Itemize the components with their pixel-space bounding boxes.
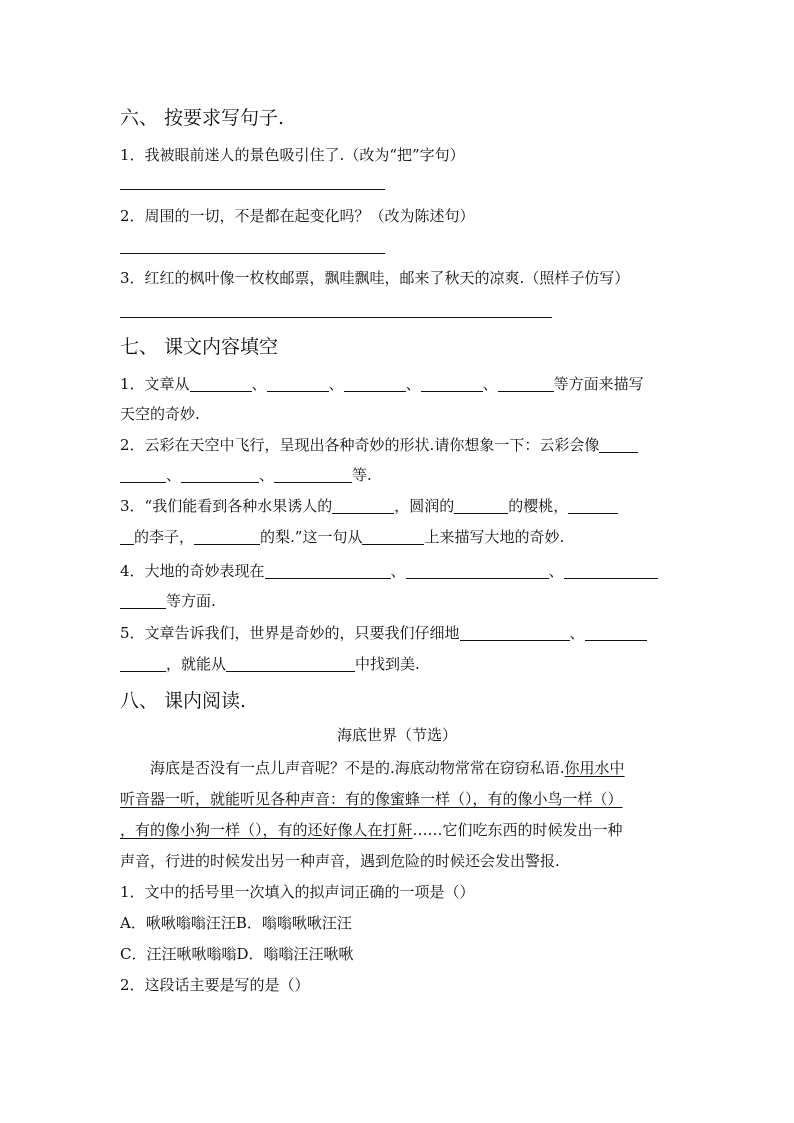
question-7-3-cont: [120, 527, 564, 547]
question-7-4-cont: [120, 591, 216, 611]
blank[interactable]: [267, 375, 329, 392]
passage-title: 海底世界（节选）: [336, 726, 457, 744]
passage-line-2: 听音器一听，就能听见各种声音：有的像蜜蜂一样（），有的像小鸟一样（）: [120, 790, 623, 808]
question-7-5: 5．文章告诉我们，世界是奇妙的，只要我们仔细地 、: [120, 623, 647, 643]
blank[interactable]: [120, 466, 166, 483]
option-a-b[interactable]: A．啾啾嗡嗡汪汪B．嗡嗡啾啾汪汪: [120, 914, 352, 932]
blank[interactable]: [568, 497, 618, 514]
question-6-3: 3．红红的枫叶像一枚枚邮票，飘哇飘哇，邮来了秋天的凉爽.（照样子仿写）: [120, 269, 630, 287]
section-eight-heading: 八、 课内阅读.: [120, 690, 247, 712]
passage-underlined-1: 你用水中: [564, 759, 625, 777]
q7-3-text-d: 的李子，: [134, 528, 195, 546]
q7-2-text-b: 等.: [352, 466, 372, 484]
blank[interactable]: [460, 624, 570, 641]
q7-5-text-a: 5．文章告诉我们，世界是奇妙的，只要我们仔细地: [120, 624, 460, 642]
passage-line-4: 声音，行进的时候发出另一种声音，遇到危险的时候还会发出警报.: [120, 852, 560, 870]
question-6-2: 2．周围的一切，不是都在起变化吗？（改为陈述句）: [120, 207, 475, 225]
q7-3-text-b: ，圆润的: [394, 497, 455, 515]
blank[interactable]: [406, 562, 549, 579]
blank[interactable]: [599, 436, 638, 453]
section-six-heading: 六、 按要求写句子.: [120, 107, 285, 129]
passage-line-1-a: 海底是否没有一点儿声音呢？不是的.海底动物常常在窃窃私语.: [150, 759, 565, 777]
blank[interactable]: [332, 497, 394, 514]
answer-line-6-3[interactable]: [120, 317, 552, 318]
question-7-3: [120, 496, 618, 516]
question-7-5-cont: [120, 654, 420, 674]
question-8-2: 2．这段话主要是写的是（）: [120, 976, 310, 994]
blank[interactable]: [498, 375, 554, 392]
blank[interactable]: [120, 655, 166, 672]
question-7-2-cont: 、 、 等.: [120, 465, 372, 485]
question-6-1: 1．我被眼前迷人的景色吸引住了.（改为“把”字句）: [120, 146, 465, 164]
blank[interactable]: [194, 528, 260, 545]
question-7-2: [120, 435, 638, 455]
q7-5-text-b: ，就能从: [166, 655, 227, 673]
passage-line-1: [150, 758, 625, 778]
blank[interactable]: [454, 497, 508, 514]
blank[interactable]: [344, 375, 406, 392]
section-seven-heading: 七、 课文内容填空: [120, 336, 279, 358]
q7-1-text-b: 等方面来描写: [553, 375, 644, 393]
answer-line-6-2[interactable]: [120, 253, 385, 254]
question-8-1: 1．文中的括号里一次填入的拟声词正确的一项是（）: [120, 883, 475, 901]
blank[interactable]: [226, 655, 355, 672]
answer-line-6-1[interactable]: [120, 189, 385, 190]
question-7-4: 4．大地的奇妙表现在 、 、: [120, 561, 658, 581]
option-c-d[interactable]: C．汪汪啾啾嗡嗡D．嗡嗡汪汪啾啾: [120, 945, 354, 963]
blank[interactable]: [585, 624, 647, 641]
question-7-1-cont: 天空的奇妙.: [120, 405, 200, 423]
passage-line-3: [120, 820, 623, 840]
passage-line-3-b: ……它们吃东西的时候发出一种: [412, 821, 623, 839]
blank[interactable]: [190, 375, 252, 392]
q7-2-text-a: 2．云彩在天空中飞行，呈现出各种奇妙的形状.请你想象一下：云彩会像: [120, 436, 600, 454]
blank[interactable]: [274, 466, 352, 483]
passage-underlined-3: ，有的像小狗一样（），有的还好像人在打鼾: [120, 821, 413, 839]
question-7-1: 1．文章从 、 、 、 、 等方面来描写: [120, 375, 644, 393]
q7-3-text-c: 的樱桃，: [508, 497, 569, 515]
blank[interactable]: [120, 528, 134, 545]
q7-1-text-a: 1．文章从: [120, 375, 190, 393]
q7-3-text-e: 的梨.”这一句从: [260, 528, 363, 546]
q7-3-text-a: 3．“我们能看到各种水果诱人的: [120, 497, 333, 515]
blank[interactable]: [421, 375, 483, 392]
q7-4-text-b: 等方面.: [166, 592, 216, 610]
q7-3-text-f: 上来描写大地的奇妙.: [424, 528, 565, 546]
blank[interactable]: [181, 466, 259, 483]
q7-5-text-c: 中找到美.: [355, 655, 420, 673]
blank[interactable]: [265, 562, 391, 579]
blank[interactable]: [564, 562, 658, 579]
blank[interactable]: [362, 528, 424, 545]
q7-4-text-a: 4．大地的奇妙表现在: [120, 562, 265, 580]
blank[interactable]: [120, 592, 166, 609]
